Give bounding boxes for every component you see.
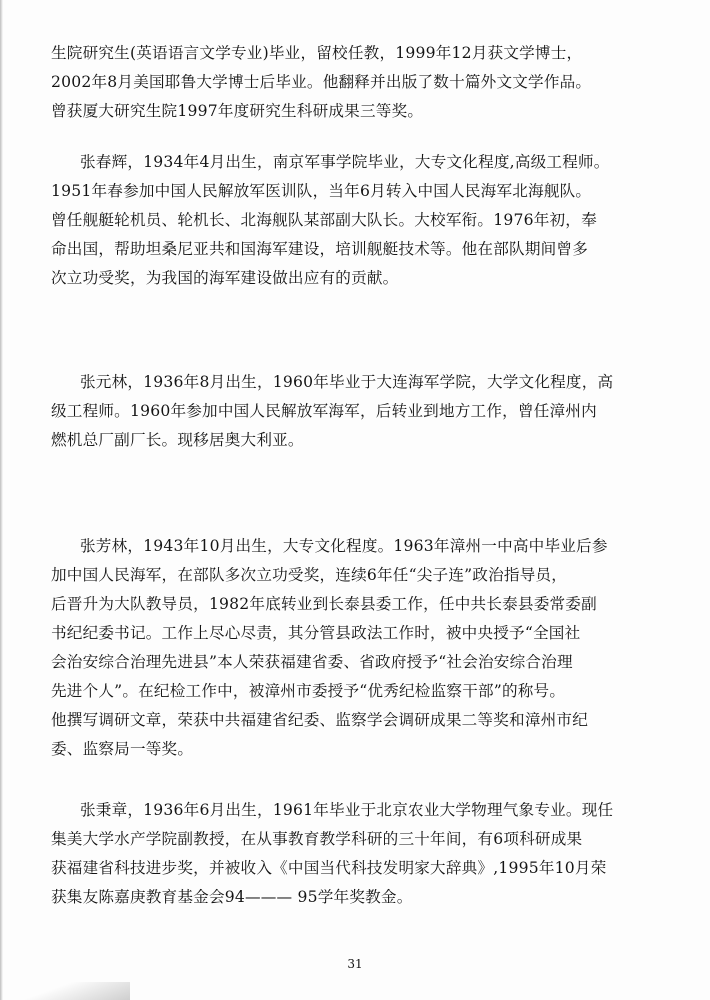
text-line: 他撰写调研文章，荣获中共福建省纪委、监察学会调研成果二等奖和漳州市纪 xyxy=(51,711,588,729)
text-line: 获集友陈嘉庚教育基金会94——— 95学年奖教金。 xyxy=(51,888,413,906)
text-line: 级工程师。1960年参加中国人民解放军海军，后转业到地方工作，曾任漳州内 xyxy=(51,402,597,420)
text-line: 书纪纪委书记。工作上尽心尽责，其分管县政法工作时，被中央授予“全国社 xyxy=(51,624,581,642)
scan-edge-shadow xyxy=(0,0,3,1000)
text-line: 2002年8月美国耶鲁大学博士后毕业。他翻释并出版了数十篇外文文学作品。 xyxy=(51,73,592,91)
page-number: 31 xyxy=(347,957,363,971)
scan-corner-shadow xyxy=(0,982,130,1000)
text-line: 命出国，帮助坦桑尼亚共和国海军建设，培训舰艇技术等。他在部队期间曾多 xyxy=(51,240,588,258)
text-line: 燃机总厂副厂长。现移居奥大利亚。 xyxy=(51,431,304,449)
text-line: 委、监察局一等奖。 xyxy=(51,740,194,758)
text-line: 集美大学水产学院副教授，在从事教育教学科研的三十年间，有6项科研成果 xyxy=(51,830,583,848)
text-line: 生院研究生(英语语言文学专业)毕业，留校任教，1999年12月获文学博士， xyxy=(51,44,583,62)
text-line: 加中国人民海军，在部队多次立功受奖，连续6年任“尖子连”政治指导员， xyxy=(51,566,568,584)
text-line: 1951年春参加中国人民解放军医训队，当年6月转入中国人民海军北海舰队。 xyxy=(51,182,592,200)
text-line: 次立功受奖，为我国的海军建设做出应有的贡献。 xyxy=(51,269,399,287)
text-line: 张芳林，1943年10月出生，大专文化程度。1963年漳州一中高中毕业后参 xyxy=(80,537,608,555)
text-line: 先进个人”。在纪检工作中，被漳州市委授予“优秀纪检监察干部”的称号。 xyxy=(51,682,566,700)
text-line: 会治安综合治理先进县”本人荣获福建省委、省政府授予“社会治安综合治理 xyxy=(51,653,573,671)
text-line: 后晋升为大队教导员，1982年底转业到长泰县委工作，任中共长泰县委常委副 xyxy=(51,595,597,613)
text-line: 张元林，1936年8月出生，1960年毕业于大连海军学院，大学文化程度，高 xyxy=(80,373,614,391)
text-line: 获福建省科技进步奖，并被收入《中国当代科技发明家大辞典》,1995年10月荣 xyxy=(51,859,607,877)
text-line: 曾获厦大研究生院1997年度研究生科研成果三等奖。 xyxy=(51,102,424,120)
text-line: 张春辉，1934年4月出生，南京军事学院毕业，大专文化程度,高级工程师。 xyxy=(80,153,610,171)
text-line: 张秉章，1936年6月出生，1961年毕业于北京农业大学物理气象专业。现任 xyxy=(80,801,614,819)
text-line: 曾任舰艇轮机员、轮机长、北海舰队某部副大队长。大校军衔。1976年初，奉 xyxy=(51,211,597,229)
